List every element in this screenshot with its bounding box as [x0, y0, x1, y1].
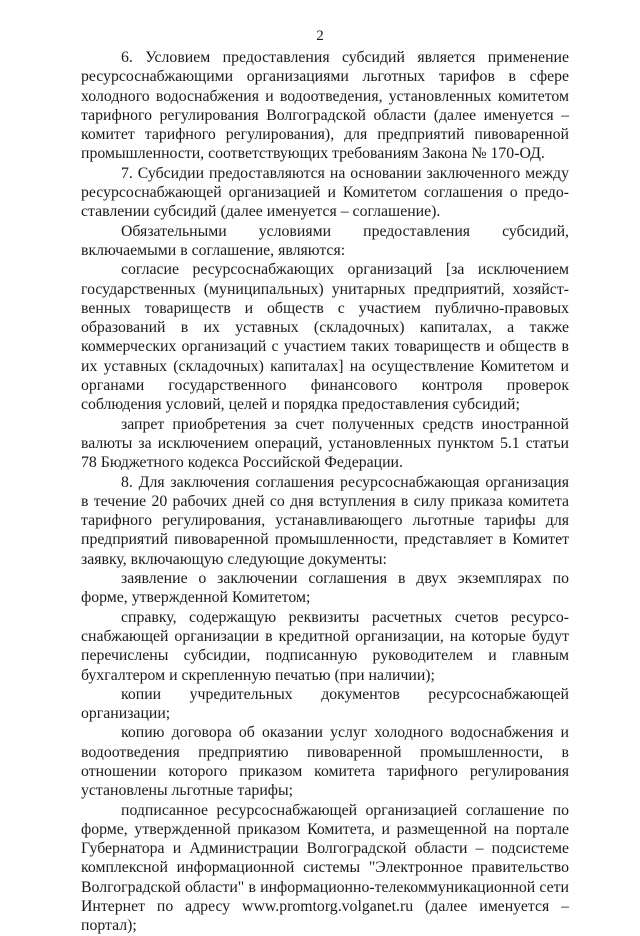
paragraph-currency-prohibition: запрет приобретения за счет полученных средств иностранной валюты за исключением операций, установленных пунктом 5.1 статьи 78 Бюджетного кодекса Российской Федерации.	[81, 415, 569, 472]
paragraph-doc-application: заявление о заключении соглашения в двух экземплярах по форме, утвержденной Комитетом;	[81, 570, 569, 607]
paragraph-item-6: 6. Условием предоставления субсидий является применение ресурсоснабжающими организациями льготных тарифов в сфере холодного водоснабжения и водоотведения, установленных комитетом тарифного регулирования Волгоградской области (далее именуется – комитет тарифного регулирования), для предприятий пивоваренной промышленности, соответствующих требованиям Закона № 170-ОД.	[81, 49, 569, 163]
paragraph-consent-condition: согласие ресурсоснабжающих организаций [за исключением государственных (муниципальных) унитарных предприятий, хозяйственных товариществ и обществ с участием публично-правовых образований в их уставных (складочных) капиталах, а также коммерческих организаций с участием таких товариществ и обществ в их уставных (складочных) капиталах] на осуществление Комитетом и органами государственного финансового контроля проверок соблюдения условий, целей и порядка предоставления субсидий;	[81, 261, 569, 414]
paragraph-item-8: 8. Для заключения соглашения ресурсоснабжающая организация в течение 20 рабочих дней со дня вступления в силу приказа комитета тарифного регулирования, устанавливающего льготные тарифы для предприятий пивоваренной промышленности, представляет в Комитет заявку, включающую следующие документы:	[81, 473, 569, 568]
paragraph-doc-signed-agreement: подписанное ресурсоснабжающей организацией соглашение по форме, утвержденной приказом Комитета, и размещенной на портале Губернатора и Администрации Волгоградской области – подсистеме комплексной информационной системы "Электронное правительство Волгоградской области" в информационно-телекоммуникационной сети Интернет по адресу www.promtorg.volganet.ru (далее именуется – портал);	[81, 801, 569, 935]
page-number: 2	[316, 28, 324, 44]
document-body	[81, 48, 569, 936]
paragraph-doc-contract-copy: копию договора об оказании услуг холодного водоснабжения и водоотведения предприятию пивоваренной промышленности, в отношении которого приказом комитета тарифного регулирования установлены льготные тарифы;	[81, 724, 569, 800]
paragraph-doc-founding-copies: копии учредительных документов ресурсоснабжающей организации;	[81, 685, 569, 723]
paragraph-doc-bank-certificate: справку, содержащую реквизиты расчетных счетов ресурсоснабжающей организации в кредитной организации, на которые будут перечислены субсидии, подписанную руководителем и главным бухгалтером и скрепленную печатью (при наличии);	[81, 608, 569, 684]
paragraph-conditions-intro: Обязательными условиями предоставления субсидий, включаемыми в соглашение, являются:	[81, 222, 569, 259]
paragraph-item-7: 7. Субсидии предоставляются на основании заключенного между ресурсоснабжающей организацией и Комитетом соглашения о предоставлении субсидий (далее именуется – соглашение).	[81, 164, 569, 221]
